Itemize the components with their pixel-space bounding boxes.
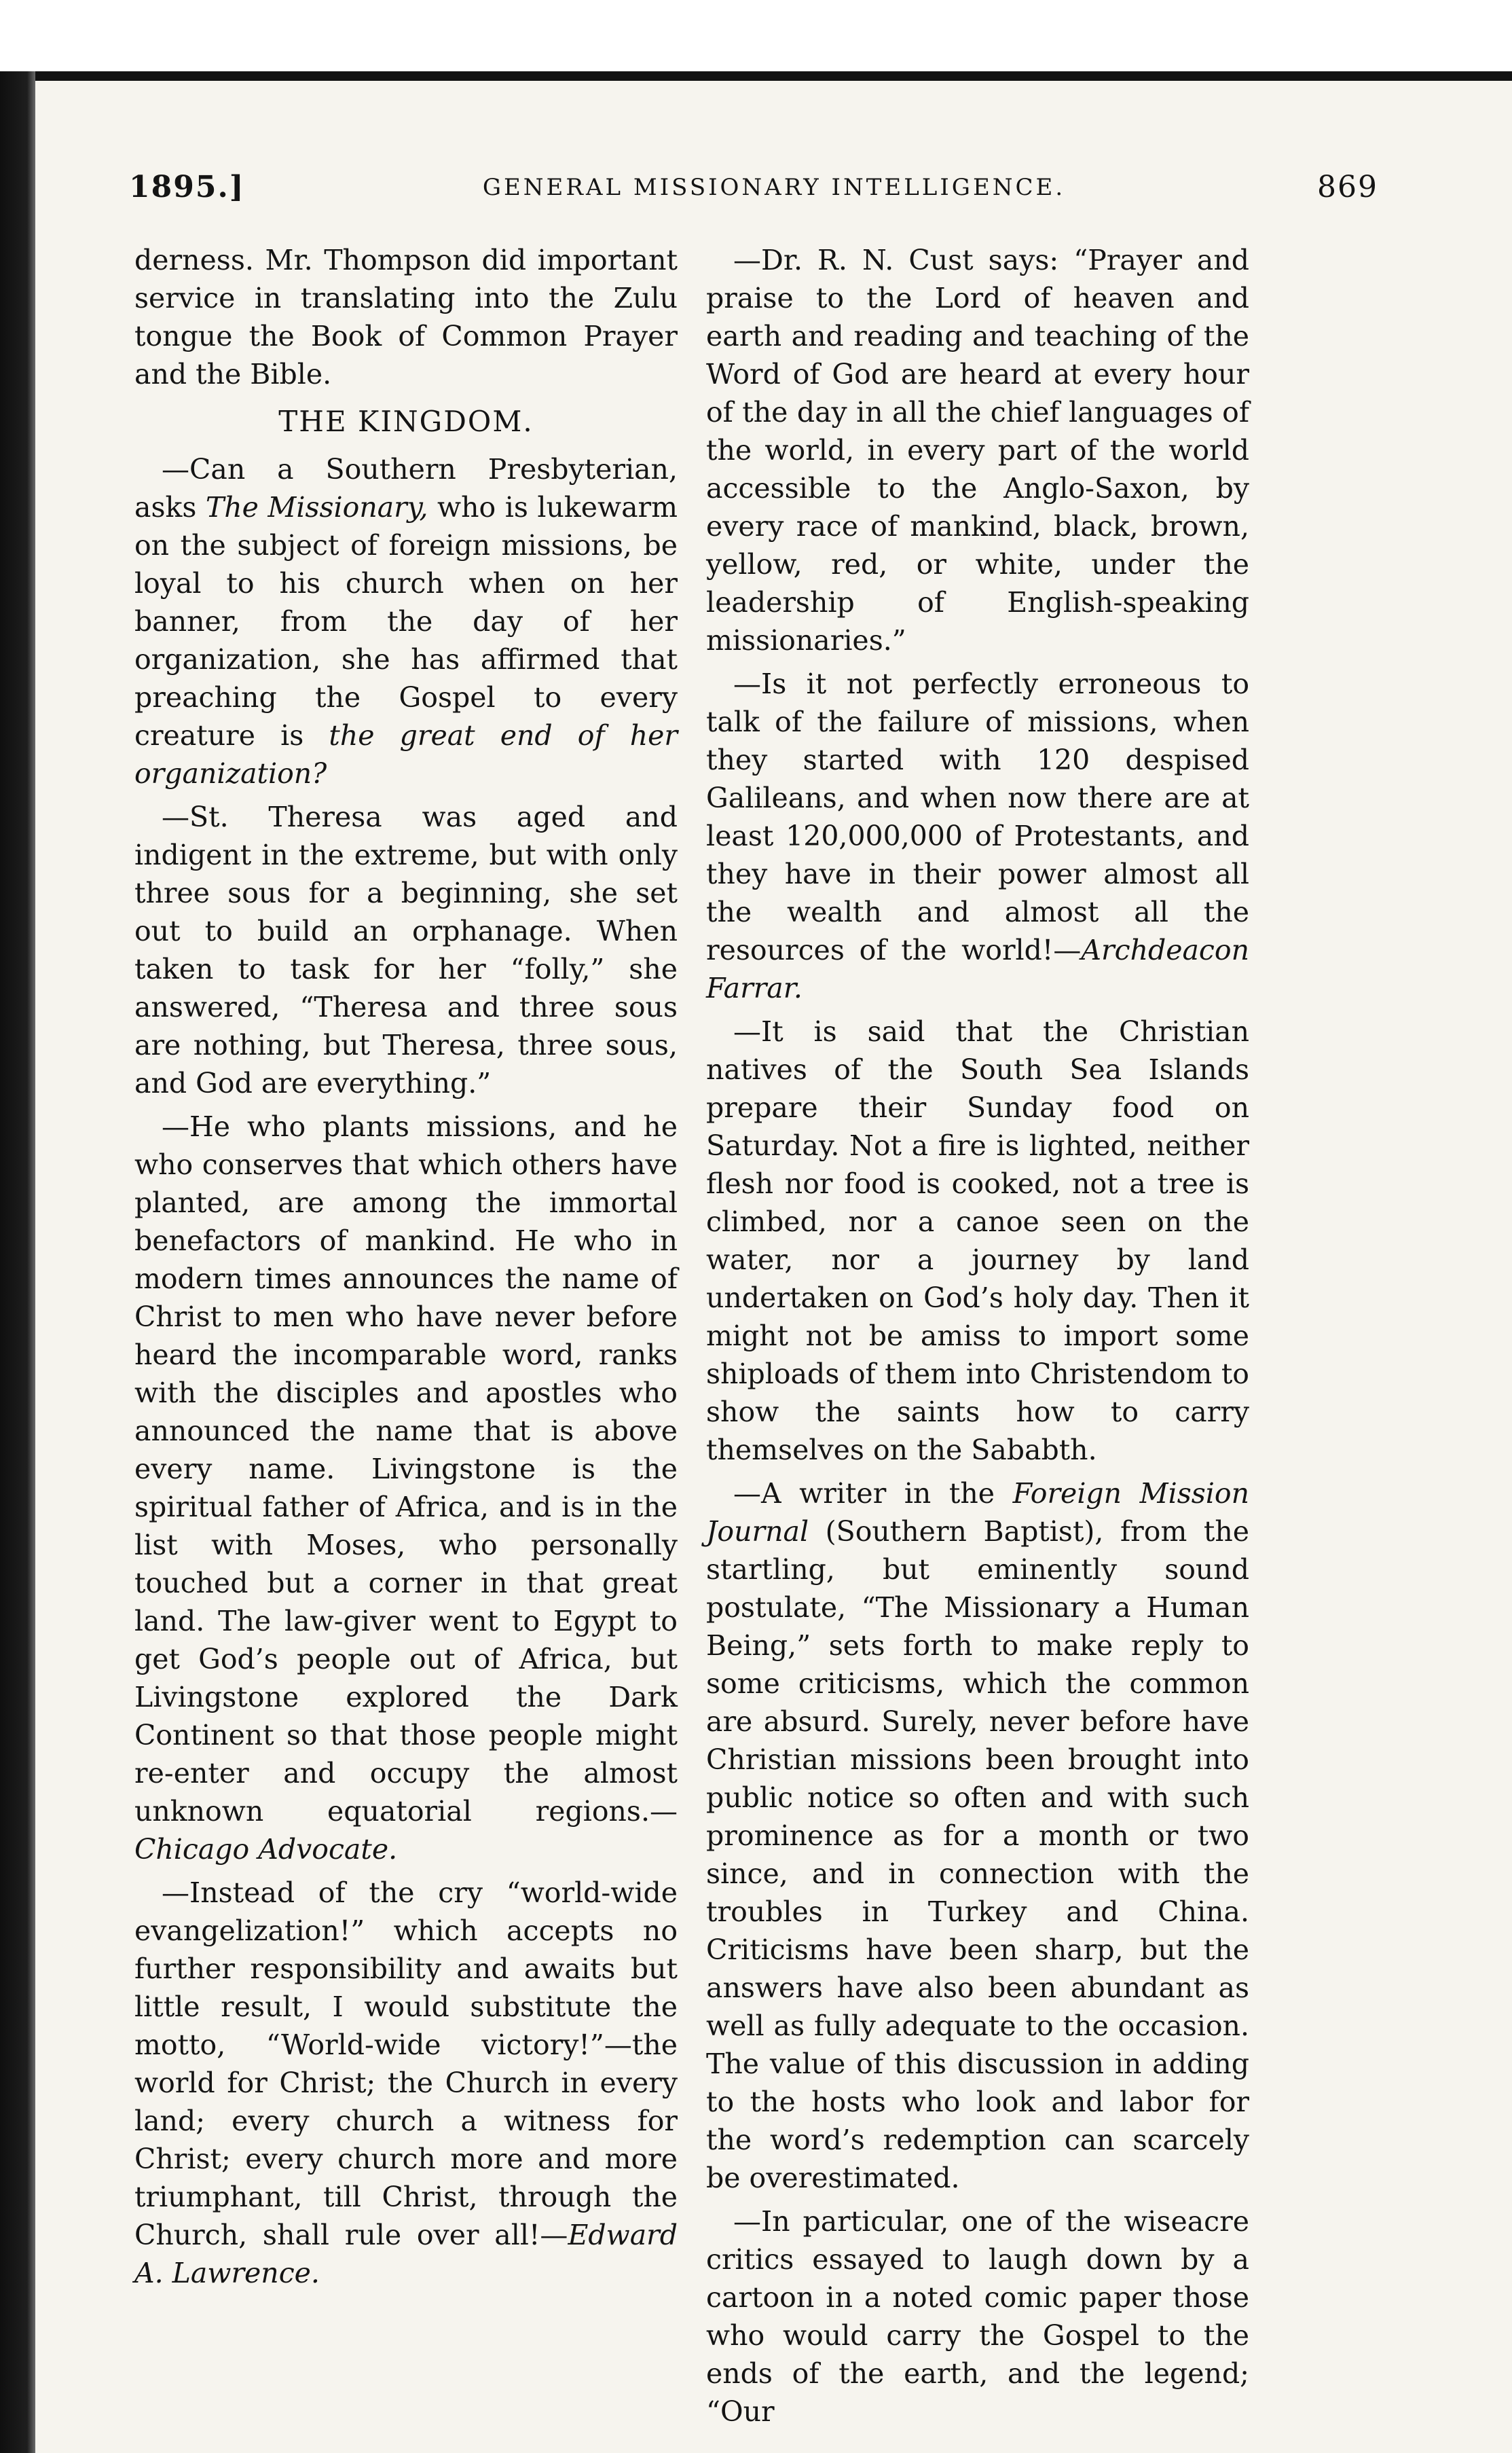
left-column [134, 241, 678, 2297]
text-run: who is lukewarm on the subject of foreign missions, be loyal to his church when on her banner, from the day of her organization, she has affirmed that preaching the Gospel to every creature is [134, 491, 678, 752]
source-attribution: Archdeacon Farrar. [706, 934, 1249, 1004]
text-run: —A writer in the [733, 1477, 1013, 1510]
paragraph-world-wide [134, 1874, 678, 2292]
source-title: The Missionary, [205, 491, 428, 524]
paragraph-livingstone [134, 1108, 678, 1868]
scan-border-top [0, 0, 1512, 81]
right-column [706, 241, 1249, 2436]
emphasis: the great end of her organization? [134, 719, 678, 790]
paragraph-cartoon: —In particular, one of the wiseacre critics essayed to laugh down by a cartoon in a noted comic paper those who would carry the Gospel to the ends of the earth, and the legend; “Our [706, 2205, 1249, 2428]
text-run: (Southern Baptist), from the startling, but eminently sound postulate, “The Missionary a Human Being,” sets forth to make reply to some criticisms, which the common are absurd. Surely, never before have Christian missions been brought into public notice so often and with such prominence as for a month or two since, and in connection with the troubles in Turkey and China. Criticisms have been sharp, but the answers have also been abundant as well as fully adequate to the occasion. The value of this discussion in adding to the hosts who look and labor for the word’s redemption can scarcely be overestimated. [706, 1515, 1249, 2194]
paragraph-failure [706, 665, 1249, 1007]
paragraph-presbyterian [134, 450, 678, 793]
source-attribution: Edward A. Lawrence. [134, 2219, 678, 2289]
source-attribution: Chicago Advocate. [134, 1833, 398, 1866]
text-run: —Can a Southern Presbyterian, asks [134, 453, 678, 524]
header-year: 1895.] [129, 170, 245, 204]
section-heading: THE KINGDOM. [278, 405, 534, 438]
paragraph-wilderness: derness. Mr. Thompson did important service in translating into the Zulu tongue the Book of Common Prayer and the Bible. [134, 244, 678, 390]
paragraph-journal [706, 1474, 1249, 2197]
page-number: 869 [1317, 170, 1378, 204]
paragraph-cust: —Dr. R. N. Cust says: “Prayer and praise to the Lord of heaven and earth and reading and teaching of the Word of God are heard at every hour of the day in all the chief languages of the world, in every part of the world accessible to the Anglo-Saxon, by every race of mankind, black, brown, yellow, red, or white, under the leadership of English-speaking missionaries.” [706, 244, 1249, 657]
text-run: —Is it not perfectly erroneous to talk of the failure of missions, when they started with 120 despised Galileans, and when now there are at least 120,000,000 of Protestants, and they have in their power almost all the wealth and almost all the resources of the world!— [706, 668, 1249, 966]
paragraph-south-sea: —It is said that the Christian natives of the South Sea Islands prepare their Sunday food on Saturday. Not a fire is lighted, neither flesh nor food is cooked, not a tree is climbed, nor a canoe seen on the water, nor a journey by land undertaken on God’s holy day. Then it might not be amiss to import some shiploads of them into Christendom to show the saints how to carry themselves on the Sababth. [706, 1015, 1249, 1466]
running-title: GENERAL MISSIONARY INTELLIGENCE. [482, 174, 1066, 201]
source-title: Foreign Mission Journal [706, 1477, 1249, 1548]
text-run: —Instead of the cry “world-wide evangelization!” which accepts no further responsibility and awaits but little result, I would substitute the motto, “World-wide victory!”—the world for Christ; the Church in every land; every church a witness for Christ; every church more and more triumphant, till Christ, through the Church, shall rule over all!— [134, 1876, 678, 2251]
paragraph-theresa: —St. Theresa was aged and indigent in the extreme, but with only three sous for a beginning, she set out to build an orphanage. When taken to task for her “folly,” she answered, “Theresa and three sous are nothing, but Theresa, three sous, and God are everything.” [134, 801, 678, 1100]
text-run: —He who plants missions, and he who conserves that which others have planted, are among the immortal benefactors of mankind. He who in modern times announces the name of Christ to men who have never before heard the incomparable word, ranks with the disciples and apostles who announced the name that is above every name. Livingstone is the spiritual father of Africa, and is in the list with Moses, who personally touched but a corner in that great land. The law-giver went to Egypt to get God’s people out of Africa, but Livingstone explored the Dark Continent so that those people might re-enter and occupy the almost unknown equatorial regions.— [134, 1110, 678, 1828]
scan-border-left [0, 71, 35, 2453]
